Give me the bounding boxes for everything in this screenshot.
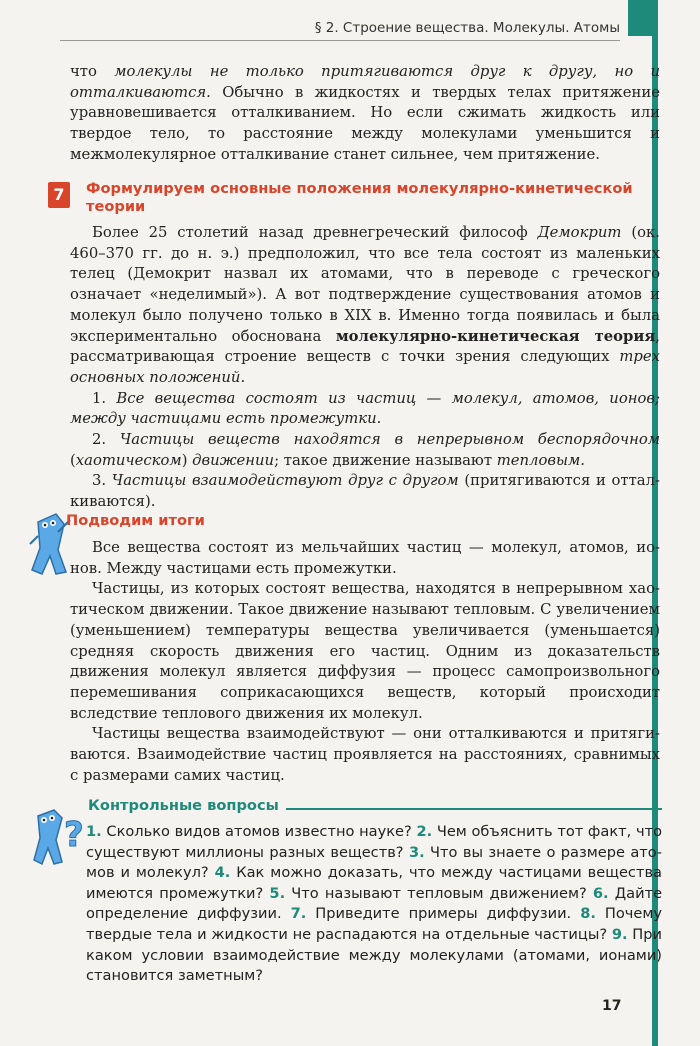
summary-paragraph-2: Частицы, из которых состоят вещества, находятся в непрерывном хаотическом движении. Такое движение называют тепловым. С увеличением (уменьшением) температуры вещества увеличивается (уменьшается) средняя скорость движения его частиц. Одним из доказательств движения молекул является диффузия — процесс самопроизвольного перемешивания соприкасающихся веществ, который происходит вследствие теплового движения их молекул.	[70, 580, 660, 722]
questions-rule	[286, 808, 662, 810]
summary-paragraph-3: Частицы вещества взаимодействуют — они отталкиваются и притягиваются. Взаимодействие частиц проявляется на расстояниях, сравнимых с размерами самих частиц.	[70, 725, 660, 784]
intro-text-b: Обычно в жидкостях и твердых телах притяжение уравновешивается отталкиванием. Но если сжимать жидкость или твердое тело, то расстояние между молекулами уменьшится и межмолекулярное отталкивание станет сильнее, чем притяжение.	[70, 83, 660, 163]
question-item: 2. Чем объяснить тот факт, что существуют миллионы разных веществ?	[86, 823, 663, 861]
questions-title: Контрольные вопросы	[88, 797, 279, 814]
principle-1: 1. Все вещества состоят из частиц — молекул, атомов, ионов; между частицами есть промежутки.	[70, 389, 660, 428]
question-item: 7. Приведите примеры диффузии.	[290, 905, 572, 923]
question-item: 9. При каком условии взаимодействие между молекулами (атомами, ионами) становится заметным?	[86, 925, 662, 985]
section-paragraph: Более 25 столетий назад древнегреческий философ Демокрит (ок. 460–370 гг. до н. э.) предположил, что все тела состоят из маленьких телец (Демокрит назвал их атомами, что в переводе с греческого означает «неделимый»). А вот подтверждение существования атомов и молекул было получено только в XIX в. Именно тогда появилась и была экспериментально обоснована молекулярно-кинетическая теория, рассматривающая строение веществ с точки зрения следующих трех основных положений.	[70, 224, 660, 386]
question-item: 3. Что вы знаете о размере атомов и молекул?	[86, 843, 663, 882]
principle-3: 3. Частицы взаимодействуют друг с другом (притягиваются и отталкиваются).	[70, 472, 661, 511]
question-item: 4. Как можно доказать, что между частицами вещества имеются промежутки?	[86, 864, 662, 902]
questions-list	[86, 822, 662, 987]
section-title: Формулируем основные положения молекулярно-кинетической теории	[86, 180, 633, 215]
section-body	[70, 223, 660, 513]
question-item: 1. Сколько видов атомов известно науке?	[86, 823, 412, 840]
running-header: § 2. Строение вещества. Молекулы. Атомы	[314, 20, 620, 36]
democritus-name: Демокрит	[537, 224, 622, 241]
question-item: 6. Дайте определение диффузии.	[86, 884, 663, 923]
mkt-term: молекулярно-кинетическая теория	[335, 327, 656, 345]
page-number: 17	[602, 998, 622, 1014]
header-rule	[60, 40, 620, 41]
intro-italic: молекулы не только притягиваются друг к другу, но и отталкиваются.	[70, 63, 660, 101]
svg-text:?: ?	[64, 815, 84, 855]
mascot-question-icon	[30, 806, 86, 868]
section-number-badge: 7	[48, 182, 70, 208]
chapter-tab	[628, 0, 658, 36]
intro-paragraph	[70, 62, 660, 166]
summary-title: Подводим итоги	[66, 512, 205, 529]
summary-body	[70, 538, 660, 786]
principle-2: 2. Частицы веществ находятся в непрерывном беспорядочном (хаотическом) движении; такое движение называют тепловым.	[70, 431, 660, 469]
question-item: 5. Что называют тепловым движением?	[269, 884, 587, 902]
intro-text-a: что	[70, 63, 115, 80]
summary-paragraph-1: Все вещества состоят из мельчайших частиц — молекул, атомов, ионов. Между частицами есть промежутки.	[70, 539, 660, 577]
question-item: 8. Почему твердые тела и жидкости не распадаются на отдельные частицы?	[86, 905, 663, 943]
